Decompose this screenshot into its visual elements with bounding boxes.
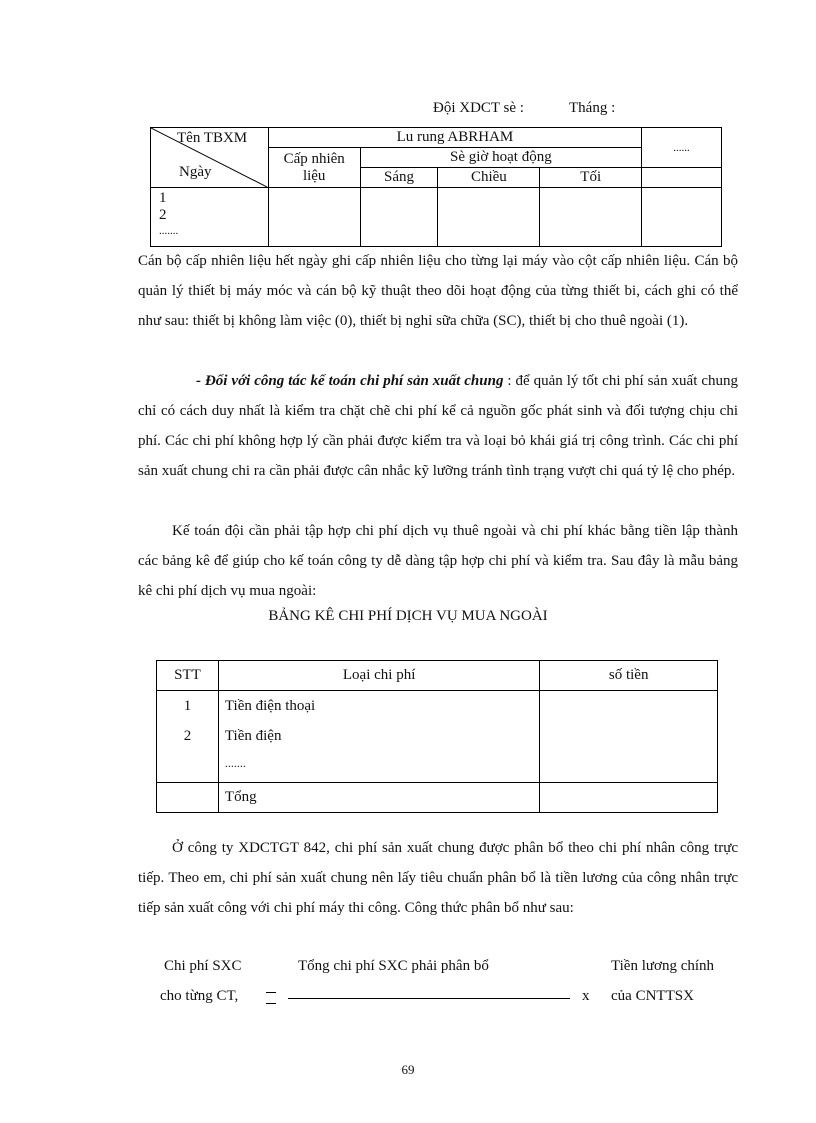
more-columns: ...... xyxy=(642,128,722,168)
empty-cell xyxy=(268,188,360,247)
empty-cell xyxy=(438,188,540,247)
more-columns-cell xyxy=(642,168,722,188)
corner-top-label: Tên TBXM xyxy=(177,130,248,146)
formula-numerator: Tổng chi phí SXC phải phân bổ xyxy=(298,958,489,974)
equals-bar-bottom xyxy=(266,1003,276,1004)
day-rows-cell xyxy=(151,188,269,247)
afternoon-header: Chiều xyxy=(438,168,540,188)
team-label: Đội XDCT sè : xyxy=(433,100,524,116)
general-cost-heading: - Đối với công tác kế toán chi phí sản xuất chung xyxy=(196,373,504,389)
general-cost-text: : để quản lý tốt chi phí sản xuất chung chỉ có cách duy nhất là kiểm tra chặt chẽ chi phí kể cả nguồn gốc phát sinh và đối tượng chịu chi phí. Các chi phí không hợp lý cần phải được kiểm tra và loại bỏ khái giá trị công trình. Các chi phí sản xuất chung chi ra cần phải được cân nhắc kỹ lưỡng tránh tình trạng vượt chi quá tỷ lệ cho phép. xyxy=(138,373,738,479)
empty-cell xyxy=(642,188,722,247)
formula-left-line2: cho từng CT, xyxy=(160,988,239,1004)
allocation-paragraph: Ở công ty XDCTGT 842, chi phí sản xuất chung được phân bổ theo chi phí nhân công trực tiếp. Theo em, chi phí sản xuất chung nên lấy tiêu chuẩn phân bổ là tiền lương của công nhân trực tiếp sản xuất công với chi phí máy thi công. Công thức phân bổ như sau: xyxy=(138,840,738,916)
formula-right-line2: của CNTTSX xyxy=(611,988,694,1004)
morning-header: Sáng xyxy=(360,168,438,188)
table-corner-cell xyxy=(151,128,269,188)
fuel-header: Cấp nhiên liệu xyxy=(268,148,360,188)
list-item: ....... xyxy=(224,756,246,770)
equals-bar-top xyxy=(266,992,276,993)
empty-cell xyxy=(360,188,438,247)
evening-header: Tối xyxy=(540,168,642,188)
col-stt-header: STT xyxy=(157,661,219,691)
fuel-paragraph: Cán bộ cấp nhiên liệu hết ngày ghi cấp nhiên liệu cho từng lại máy vào cột cấp nhiên liệu. Cán bộ quản lý thiết bị máy móc và cán bộ kỹ thuật theo dõi hoạt động của từng thiết bi, cách ghi có thể như sau: thiết bị không làm việc (0), thiết bị nghỉ sữa chữa (SC), thiết bị cho thuê ngoài (1). xyxy=(138,253,738,329)
table-row: 2 xyxy=(159,207,167,223)
type-cell xyxy=(218,691,539,783)
list-item: Tiền điện thoại xyxy=(224,698,316,714)
empty-cell xyxy=(157,783,219,813)
team-accounting-paragraph: Kế toán đội cần phải tập hợp chi phí dịch vụ thuê ngoài và chi phí khác bằng tiền lập thành các bảng kê để giúp cho kế toán công ty dễ dàng tập hợp chi phí và kiểm tra. Sau đây là mẫu bảng kê chi phí dịch vụ mua ngoài: xyxy=(138,523,738,599)
machine-header: Lu rung ABRHAM xyxy=(268,128,641,148)
table-row: 1 xyxy=(183,698,192,714)
col-type-header: Loại chi phí xyxy=(218,661,539,691)
empty-cell xyxy=(540,188,642,247)
amount-cell xyxy=(540,691,718,783)
page-number: 69 xyxy=(401,1062,415,1077)
total-amount-cell xyxy=(540,783,718,813)
formula-right-line1: Tiền lương chính xyxy=(611,958,715,974)
list-item: Tiền điện xyxy=(224,728,282,744)
month-label: Tháng : xyxy=(569,100,616,116)
hours-header: Sè giờ hoạt động xyxy=(360,148,642,168)
times-sign: x xyxy=(582,988,590,1004)
table-row: 2 xyxy=(183,728,192,744)
equipment-log-table xyxy=(150,127,722,247)
formula-left-line1: Chi phí SXC xyxy=(164,958,242,974)
general-cost-paragraph xyxy=(138,366,738,486)
table-row: ....... xyxy=(159,225,179,237)
table2-title: BẢNG KÊ CHI PHÍ DỊCH VỤ MUA NGOÀI xyxy=(268,608,548,624)
col-amount-header: số tiền xyxy=(540,661,718,691)
corner-bottom-label: Ngày xyxy=(179,164,212,180)
stt-cell xyxy=(157,691,219,783)
table-row: 1 xyxy=(159,190,167,206)
fraction-line xyxy=(288,998,570,999)
total-label: Tổng xyxy=(218,783,539,813)
purchased-services-table xyxy=(156,660,718,813)
